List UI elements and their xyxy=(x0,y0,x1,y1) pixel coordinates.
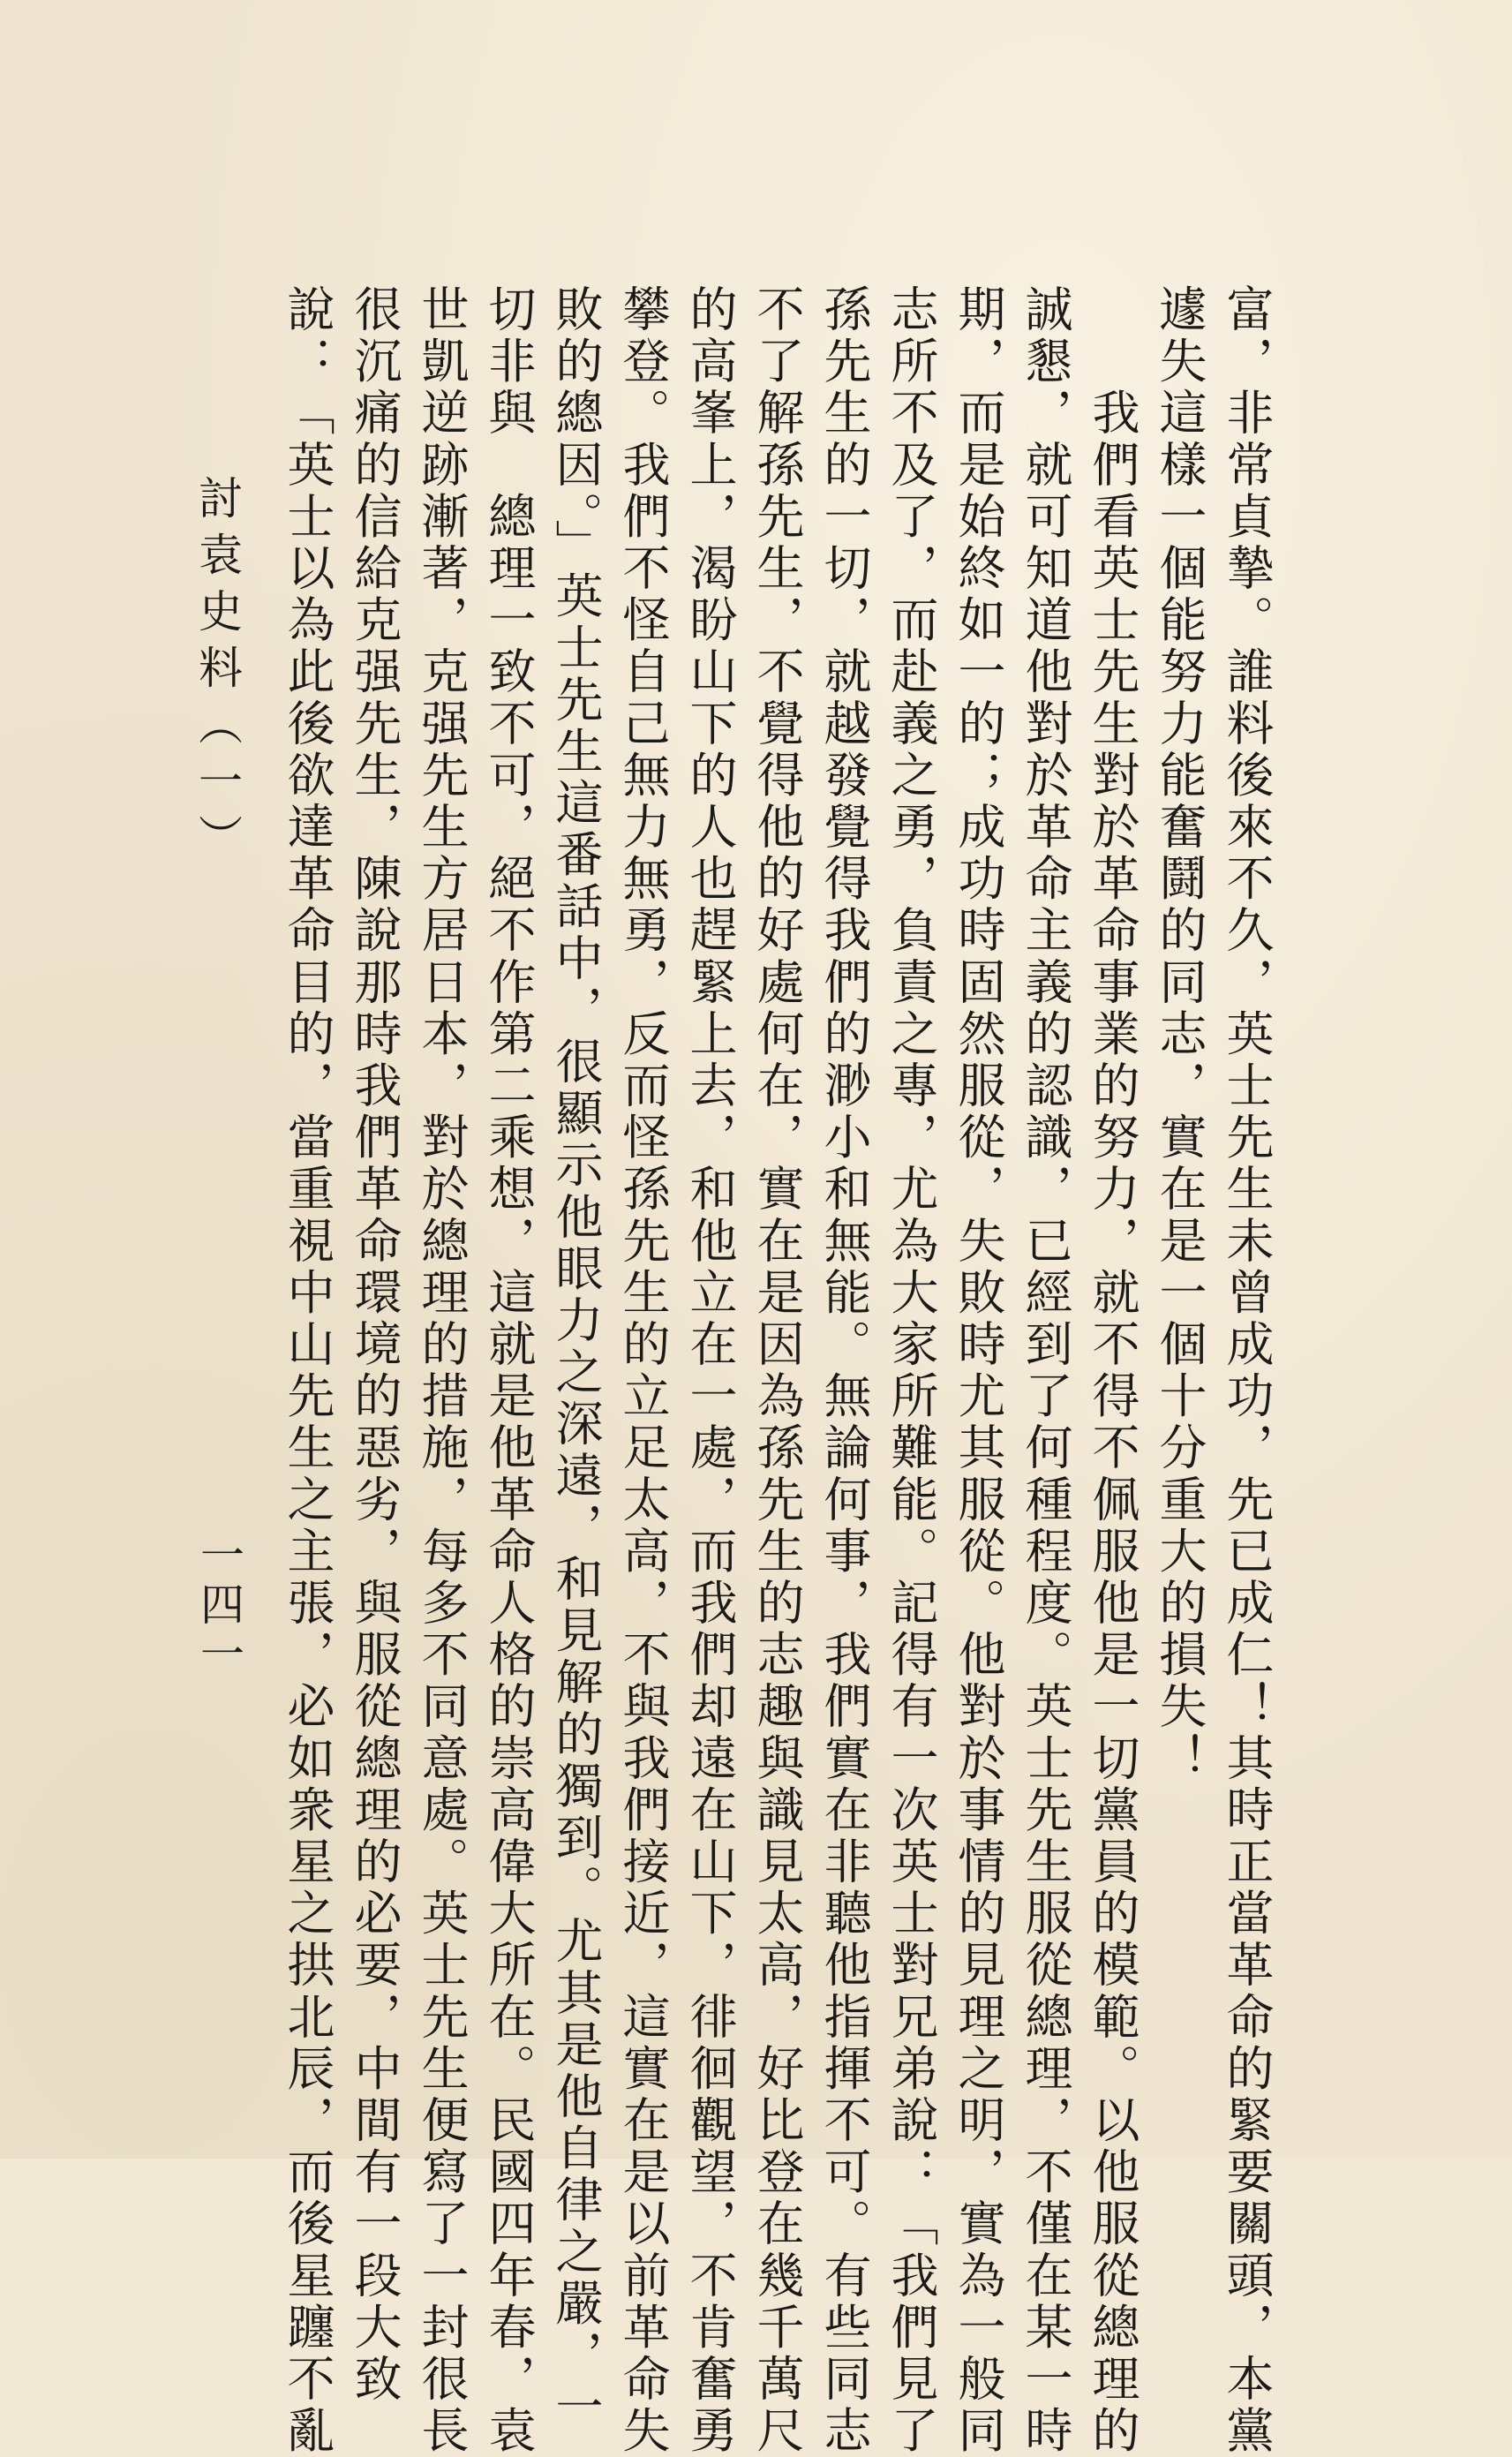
vertical-body-text xyxy=(274,284,1280,2457)
text-column: 的高峯上，渴盼山下的人也趕緊上去，和他立在一處，而我們却遠在山下，徘徊觀望，不肯奮勇 xyxy=(682,284,738,2457)
text-column: 我們看英士先生對於革命事業的努力，就不得不佩服他是一切黨員的模範。以他服從總理的 xyxy=(1085,284,1140,2457)
text-column: 很沉痛的信給克强先生，陳說那時我們革命環境的惡劣，與服從總理的必要，中間有一段大致 xyxy=(347,284,402,2406)
book-title-footer: 討袁史料（一） xyxy=(192,475,243,871)
text-column: 不了解孫先生，不覺得他的好處何在，實在是因為孫先生的志趣與識見太高，好比登在幾千萬尺 xyxy=(749,284,805,2457)
text-column: 世凱逆跡漸著，克强先生方居日本，對於總理的措施，每多不同意處。英士先生便寫了一封很長 xyxy=(414,284,470,2457)
text-column: 敗的總因。」英士先生這番話中，很顯示他眼力之深遠，和見解的獨到。尤其是他自律之嚴，一 xyxy=(548,284,604,2434)
text-column: 志所不及了，而赴義之勇，負責之專，尤為大家所難能。記得有一次英士對兄弟說：「我們見了 xyxy=(884,284,939,2457)
text-column: 誠懇，就可知道他對於革命主義的認識，已經到了何種程度。英士先生服從總理，不僅在某一時 xyxy=(1018,284,1073,2457)
text-column: 期，而是始終如一的；成功時固然服從，失敗時尤其服從。他對於事情的見理之明，實為一般同 xyxy=(951,284,1006,2457)
text-column: 孫先生的一切，就越發覺得我們的渺小和無能。無論何事，我們實在非聽他指揮不可。有些同志 xyxy=(816,284,872,2457)
text-column: 說：「英士以為此後欲達革命目的，當重視中山先生之主張，必如衆星之拱北辰，而後星躔不亂 xyxy=(280,284,335,2457)
text-column: 遽失這樣一個能努力能奮鬪的同志，實在是一個十分重大的損失！ xyxy=(1152,284,1207,1785)
text-column: 攀登。我們不怪自己無力無勇，反而怪孫先生的立足太高，不與我們接近，這實在是以前革命失 xyxy=(615,284,671,2457)
page-number: 一四一 xyxy=(193,1532,244,1680)
text-column: 切非與 總理一致不可，絕不作第二乘想，這就是他革命人格的崇高偉大所在。民國四年春，袁 xyxy=(481,284,537,2457)
text-column: 富，非常貞摯。誰料後來不久，英士先生未曾成功，先已成仁！其時正當革命的緊要關頭，本黨 xyxy=(1219,284,1275,2457)
